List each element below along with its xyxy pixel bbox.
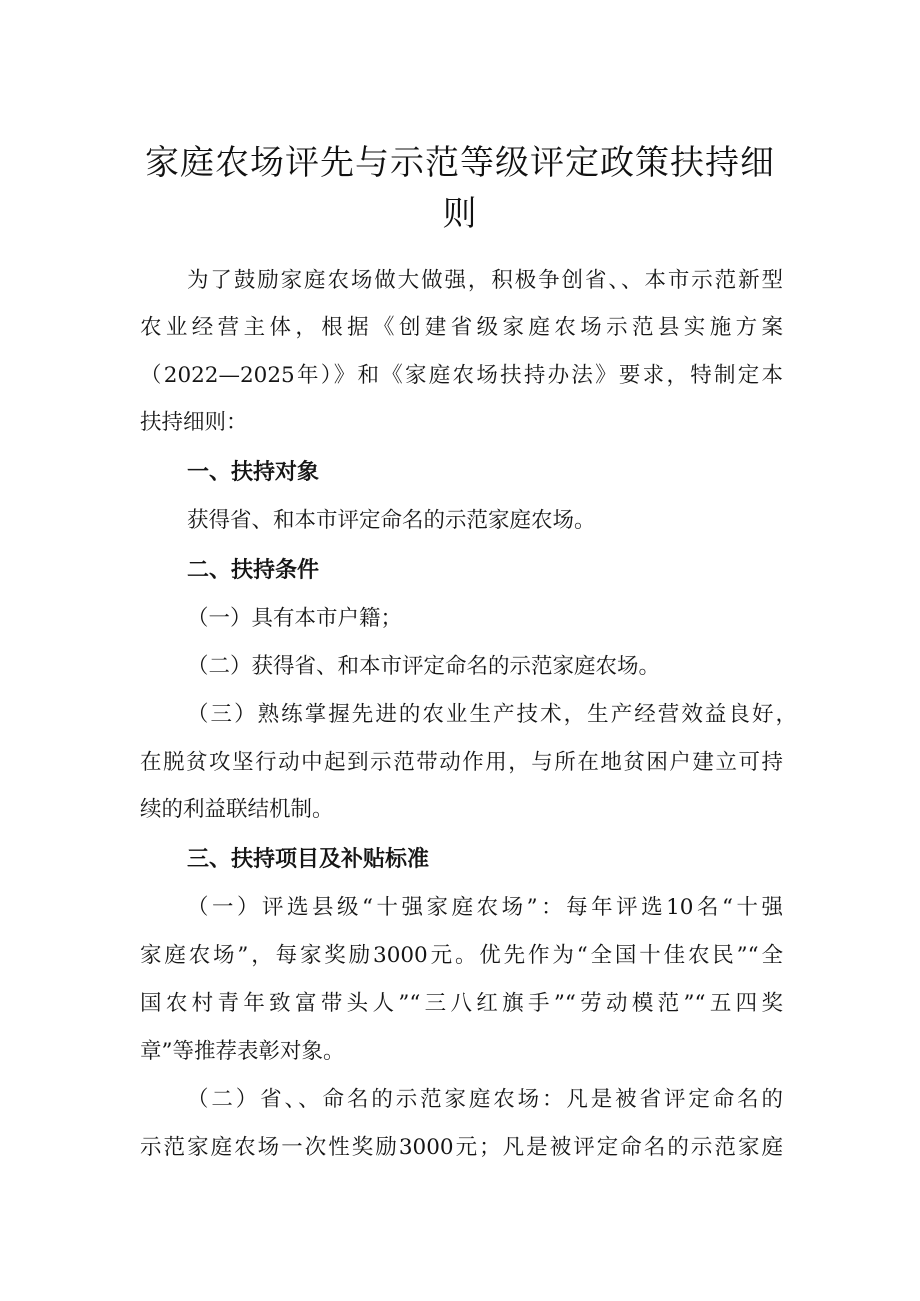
section1-heading: 一、扶持对象	[187, 460, 320, 485]
intro-line-2: 农业经营主体，根据《创建省级家庭农场示范县实施方案	[140, 315, 783, 340]
section1-body: 获得省、和本市评定命名的示范家庭农场。	[187, 508, 596, 533]
intro-line-4: 扶持细则：	[140, 410, 248, 435]
section3-heading: 三、扶持项目及补贴标准	[187, 847, 430, 872]
section3-item1-line1: （一）评选县级“十强家庭农场”：每年评选10名“十强	[187, 895, 783, 920]
section2-item1: （一）具有本市户籍；	[187, 606, 403, 631]
intro-line-1: 为了鼓励家庭农场做大做强，积极争创省、、本市示范新型	[187, 268, 783, 293]
section3-item1-line4: 章”等推荐表彰对象。	[140, 1039, 345, 1064]
section3-item2-line1: （二）省、、命名的示范家庭农场：凡是被省评定命名的	[187, 1087, 783, 1112]
section2-item3-line2: 在脱贫攻坚行动中起到示范带动作用，与所在地贫困户建立可持	[140, 750, 783, 775]
document-title-line2: 则	[442, 194, 478, 234]
section2-item2: （二）获得省、和本市评定命名的示范家庭农场。	[187, 654, 661, 679]
section3-item1-line3: 国农村青年致富带头人”“三八红旗手”“劳动模范”“五四奖	[140, 991, 783, 1016]
section3-item1-line2: 家庭农场”，每家奖励3000元。优先作为“全国十佳农民”“全	[140, 943, 783, 968]
section2-heading: 二、扶持条件	[187, 558, 320, 583]
section2-item3-line1: （三）熟练掌握先进的农业生产技术，生产经营效益良好，	[187, 702, 797, 727]
document-title-line1: 家庭农场评先与示范等级评定政策扶持细	[145, 143, 775, 183]
section2-item3-line3: 续的利益联结机制。	[140, 797, 334, 822]
section3-item2-line2: 示范家庭农场一次性奖励3000元；凡是被评定命名的示范家庭	[140, 1135, 783, 1160]
intro-line-3: （2022—2025年）》和《家庭农场扶持办法》要求，特制定本	[140, 363, 783, 388]
